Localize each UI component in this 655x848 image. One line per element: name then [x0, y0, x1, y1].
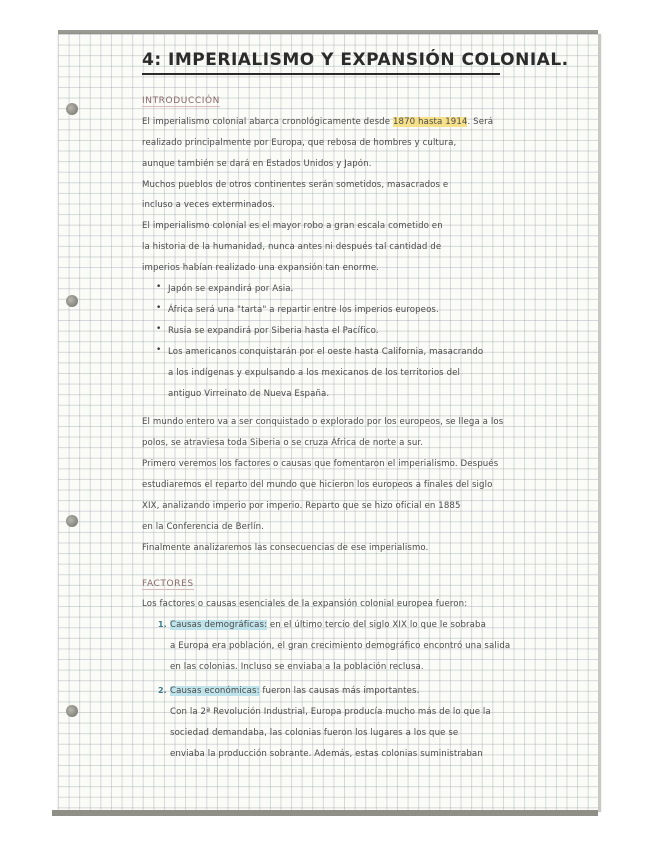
text-span: en el último tercio del siglo XIX lo que le sobraba — [267, 620, 486, 630]
text-span: . Será — [467, 117, 494, 127]
bullet-text: antiguo Virreinato de Nueva España. — [168, 389, 330, 399]
text-line: sociedad demandaba, las colonias fueron los lugares a los que se — [170, 728, 459, 738]
text-line: en la Conferencia de Berlín. — [142, 522, 265, 532]
text-line: aunque también se dará en Estados Unidos y Japón. — [142, 159, 372, 169]
punch-hole — [66, 295, 78, 307]
text-line: realizado principalmente por Europa, que rebosa de hombres y cultura, — [142, 138, 457, 148]
text-line: incluso a veces exterminados. — [142, 200, 276, 210]
list-number: 2. — [158, 686, 167, 695]
text-line: Los factores o causas esenciales de la expansión colonial europea fueron: — [142, 599, 468, 609]
text-line: Muchos pueblos de otros continentes serán sometidos, masacrados e — [142, 180, 449, 190]
punch-hole — [66, 515, 78, 527]
text-line: en las colonias. Incluso se enviaba a la población reclusa. — [170, 662, 424, 672]
page-title: 4: IMPERIALISMO Y EXPANSIÓN COLONIAL. — [142, 50, 569, 70]
text-line: Con la 2ª Revolución Industrial, Europa producía mucho más de lo que la — [170, 707, 491, 717]
text-line — [142, 117, 493, 127]
text-line: Finalmente analizaremos las consecuencias de ese imperialismo. — [142, 543, 429, 553]
text-line: a Europa era población, el gran crecimiento demográfico encontró una salida — [170, 641, 511, 651]
text-line: polos, se atraviesa toda Siberia o se cruza África de norte a sur. — [142, 438, 424, 448]
text-line: imperios habían realizado una expansión tan enorme. — [142, 263, 380, 273]
bullet-text: Los americanos conquistarán por el oeste hasta California, masacrando — [168, 347, 484, 357]
text-line: El imperialismo colonial es el mayor robo a gran escala cometido en — [142, 221, 443, 231]
factores-heading: FACTORES — [142, 579, 194, 589]
text-line: Primero veremos los factores o causas que fomentaron el imperialismo. Después — [142, 459, 499, 469]
bullet-dot: • — [156, 324, 162, 334]
term-highlight: Causas demográficas: — [170, 620, 268, 630]
intro-heading: INTRODUCCIÓN — [142, 96, 220, 106]
title-underline — [142, 73, 500, 75]
text-line: XIX, analizando imperio por imperio. Reparto que se hizo oficial en 1885 — [142, 501, 461, 511]
punch-hole — [66, 705, 78, 717]
bullet-dot: • — [156, 282, 162, 292]
term-highlight: Causas económicas: — [170, 686, 260, 696]
text-line: enviaba la producción sobrante. Además, estas colonias suministraban — [170, 749, 483, 759]
bullet-text: a los indígenas y expulsando a los mexicanos de los territorios del — [168, 368, 461, 378]
bullet-dot: • — [156, 345, 162, 355]
bullet-text: Japón se expandirá por Asia. — [168, 284, 294, 294]
date-highlight: 1870 hasta 1914 — [392, 117, 468, 127]
text-line: la historia de la humanidad, nunca antes ni después tal cantidad de — [142, 242, 442, 252]
text-span: fueron las causas más importantes. — [259, 686, 420, 696]
list-item — [170, 620, 486, 630]
paper-bottom-edge — [52, 810, 598, 816]
bullet-dot: • — [156, 303, 162, 313]
punch-hole — [66, 103, 78, 115]
bullet-text: África será una "tarta" a repartir entre los imperios europeos. — [168, 305, 439, 315]
bullet-text: Rusia se expandirá por Siberia hasta el Pacífico. — [168, 326, 379, 336]
text-line: estudiaremos el reparto del mundo que hicieron los europeos a finales del siglo — [142, 480, 493, 490]
text-line: El mundo entero va a ser conquistado o explorado por los europeos, se llega a los — [142, 417, 504, 427]
list-item — [170, 686, 419, 696]
text-span: El imperialismo colonial abarca cronológicamente desde — [142, 117, 393, 127]
list-number: 1. — [158, 620, 167, 629]
